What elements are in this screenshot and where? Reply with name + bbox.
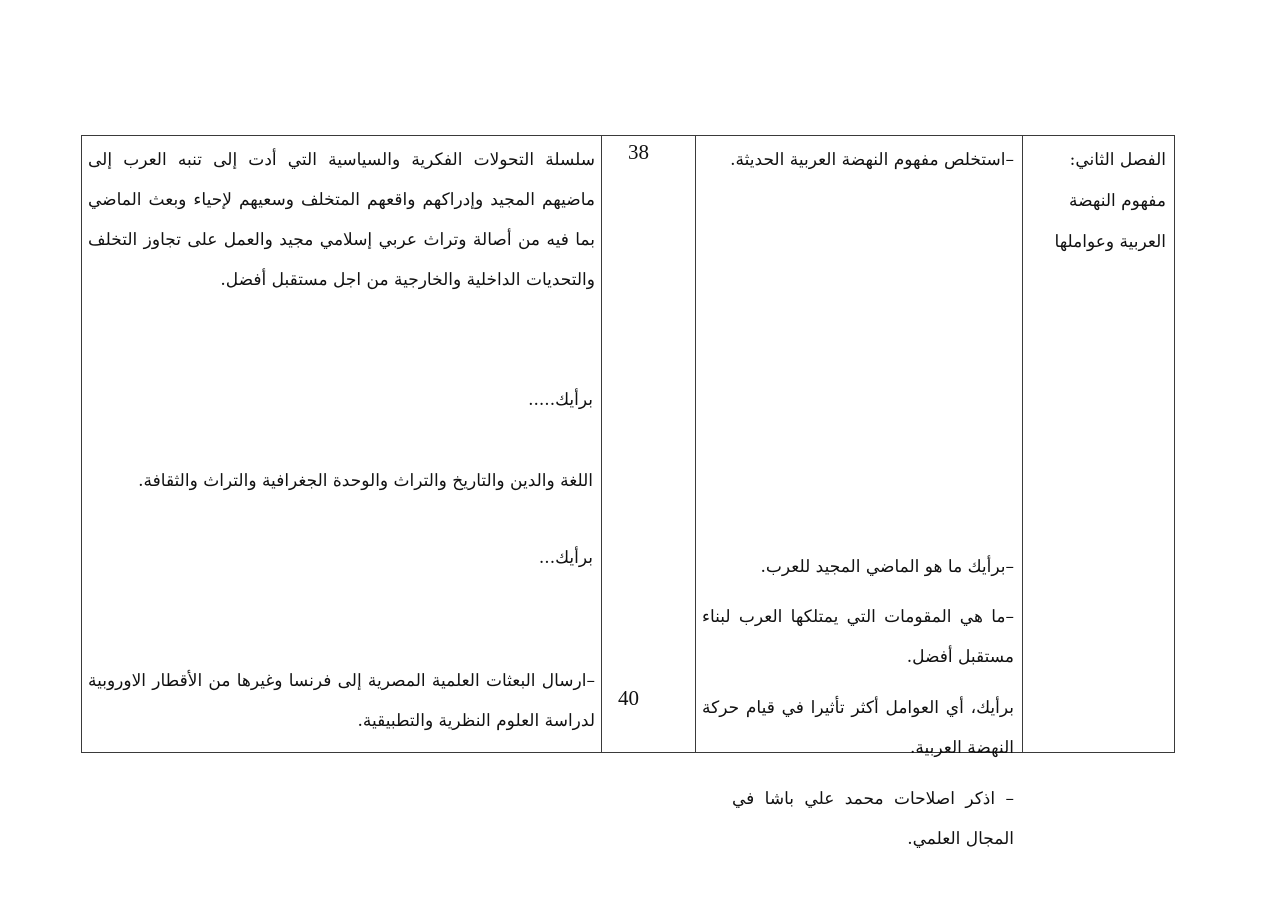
questions-cell — [696, 136, 1023, 849]
table-row — [82, 136, 1175, 753]
unit-cell — [1023, 136, 1175, 753]
question-3: –ما هي المقومات التي يمتلكها العرب لبناء مستقبل أفضل. — [702, 607, 1014, 667]
question-5: – اذكر اصلاحات محمد علي باشا في المجال العلمي. — [732, 789, 1014, 849]
unit-title-line-2: مفهوم النهضة — [1069, 191, 1166, 211]
unit-title-line-1: الفصل الثاني: — [1069, 150, 1166, 170]
answer-2: برأيك..... — [528, 390, 593, 410]
page-number-start: 38 — [628, 140, 649, 164]
page-number-end: 40 — [618, 686, 639, 710]
answer-4: برأيك... — [538, 548, 593, 568]
unit-title — [1027, 140, 1166, 263]
page-cell — [602, 136, 696, 753]
question-4: برأيك، أي العوامل أكثر تأثيرا في قيام حركة النهضة العربية. — [702, 698, 1014, 758]
answer-3: اللغة والدين والتاريخ والتراث والوحدة الجغرافية والتراث والثقافة. — [138, 471, 593, 491]
answer-1: سلسلة التحولات الفكرية والسياسية التي أدت إلى تنبه العرب إلى ماضيهم المجيد وإدراكهم واقعهم المتخلف وسعيهم لإحياء وبعث الماضي بما فيه من أصالة وتراث عربي إسلامي مجيد والعمل على تجاوز التخلف والتحديات الداخلية والخارجية من اجل مستقبل أفضل. — [88, 150, 595, 290]
answers-cell — [82, 136, 602, 753]
question-1: –استخلص مفهوم النهضة العربية الحديثة. — [730, 150, 1014, 170]
answer-5: –ارسال البعثات العلمية المصرية إلى فرنسا وغيرها من الأقطار الاوروبية لدراسة العلوم النظرية والتطبيقية. — [88, 671, 595, 731]
question-2: –برأيك ما هو الماضي المجيد للعرب. — [760, 557, 1014, 577]
lesson-table — [81, 135, 1175, 849]
unit-title-line-3: العربية وعواملها — [1054, 232, 1166, 252]
